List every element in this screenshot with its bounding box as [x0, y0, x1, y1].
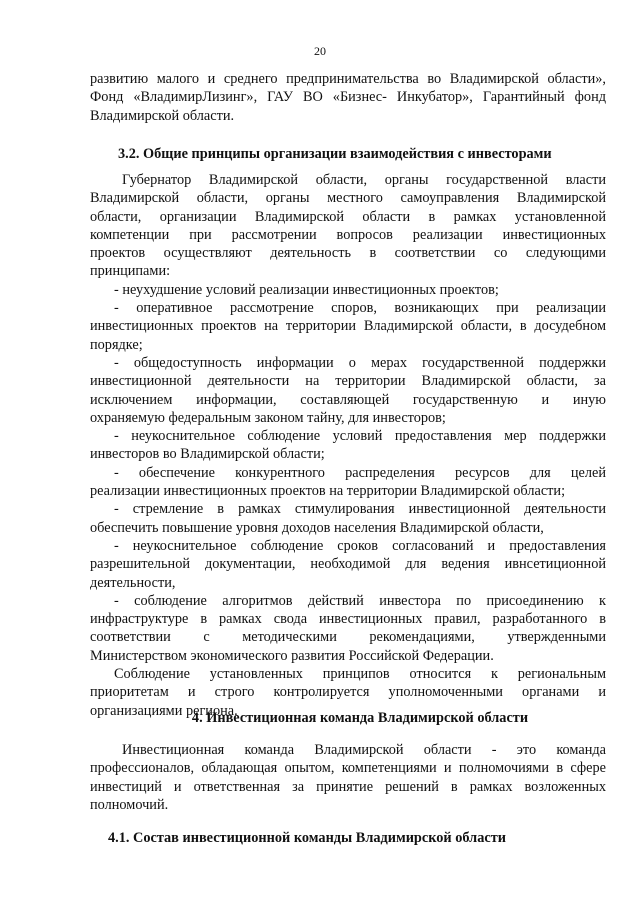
page-number: 20 [314, 44, 326, 58]
text-line: исключением информации, составляющей государственную и иную [90, 391, 606, 408]
text-line: полномочий. [90, 796, 169, 813]
text-line: - оперативное рассмотрение споров, возникающих при реализации [114, 300, 606, 317]
continuation-paragraph [90, 70, 606, 125]
text-line: - стремление в рамках стимулирования инвестиционной деятельности [114, 501, 606, 518]
text-line: инвесторов во Владимирской области; [90, 446, 325, 463]
principle-item [90, 299, 606, 354]
principle-item [90, 281, 606, 299]
principle-item [90, 537, 606, 592]
text-line: организациями региона. [90, 702, 238, 719]
section-3-2-body [90, 171, 606, 720]
text-line: развитию малого и среднего предпринимательства во Владимирской области», [90, 71, 606, 87]
text-line: Министерством экономического развития Российской Федерации. [90, 647, 494, 664]
section-heading-4-1: 4.1. Состав инвестиционной команды Владимирской области [108, 830, 506, 846]
text-line: порядке; [90, 336, 143, 353]
text-line: - общедоступность информации о мерах государственной поддержки [114, 354, 606, 371]
text-line: реализации инвестиционных проектов на территории Владимирской области; [90, 483, 566, 500]
section-heading-4: 4. Инвестиционная команда Владимирской области [191, 710, 529, 726]
text-line: инвестиций и ответственная за принятие решений в рамках возложенных [90, 778, 606, 795]
text-line: - неукоснительное соблюдение сроков согласований и предоставления [114, 537, 606, 554]
text-line: компетенции при рассмотрении вопросов реализации инвестиционных [90, 226, 606, 243]
section-4-body [90, 741, 606, 814]
text-line: Владимирской области. [90, 107, 235, 124]
text-line: Фонд «ВладимирЛизинг», ГАУ ВО «Бизнес- Инкубатор», Гарантийный фонд [90, 89, 606, 106]
section-heading-3-2: 3.2. Общие принципы организации взаимодействия с инвесторами [118, 146, 552, 162]
text-line: соответствии с методическими рекомендациями, утвержденными [90, 629, 606, 646]
principle-item [90, 427, 606, 464]
text-line: Владимирской области, органы местного самоуправления Владимирской [90, 190, 606, 207]
text-line: - обеспечение конкурентного распределения ресурсов для целей [114, 464, 606, 481]
text-line: обеспечить повышение уровня доходов населения Владимирской области, [90, 519, 544, 536]
text-line: профессионалов, обладающая опытом, компетенциями и полномочиями в сфере [90, 760, 606, 777]
principle-item [90, 500, 606, 537]
text-line: инвестиционной деятельности на территории Владимирской области, за [90, 373, 606, 390]
text-line: проектов осуществляют деятельность в соответствии со следующими [90, 245, 606, 262]
principle-item [90, 464, 606, 501]
text-line: приоритетам и строго контролируется уполномоченными органами и [90, 684, 606, 701]
text-line: Инвестиционная команда Владимирской области - это команда [122, 742, 606, 758]
text-line: Губернатор Владимирской области, органы государственной власти [122, 172, 606, 188]
principle-item [90, 354, 606, 427]
principle-item [90, 592, 606, 665]
text-line: инфраструктуре в рамках свода инвестиционных правил, разработанного в [90, 611, 606, 628]
text-line: инвестиционных проектов на территории Владимирской области, в досудебном [90, 318, 606, 335]
text-line: охраняемую федеральным законом тайну, для инвесторов; [90, 409, 446, 426]
intro-paragraph [90, 171, 606, 281]
text-line: разрешительной документации, необходимой для ведения ивнсетиционной [90, 556, 606, 573]
text-line: области, организации Владимирской области в рамках установленной [90, 208, 606, 225]
text-line: деятельности, [90, 574, 176, 591]
text-line: Соблюдение установленных принципов относится к региональным [114, 666, 606, 683]
text-line: - неукоснительное соблюдение условий предоставления мер поддержки [114, 428, 606, 445]
text-line: - неухудшение условий реализации инвестиционных проектов; [114, 281, 499, 298]
text-line: - соблюдение алгоритмов действий инвестора по присоединению к [114, 592, 606, 609]
text-line: принципами: [90, 263, 171, 280]
